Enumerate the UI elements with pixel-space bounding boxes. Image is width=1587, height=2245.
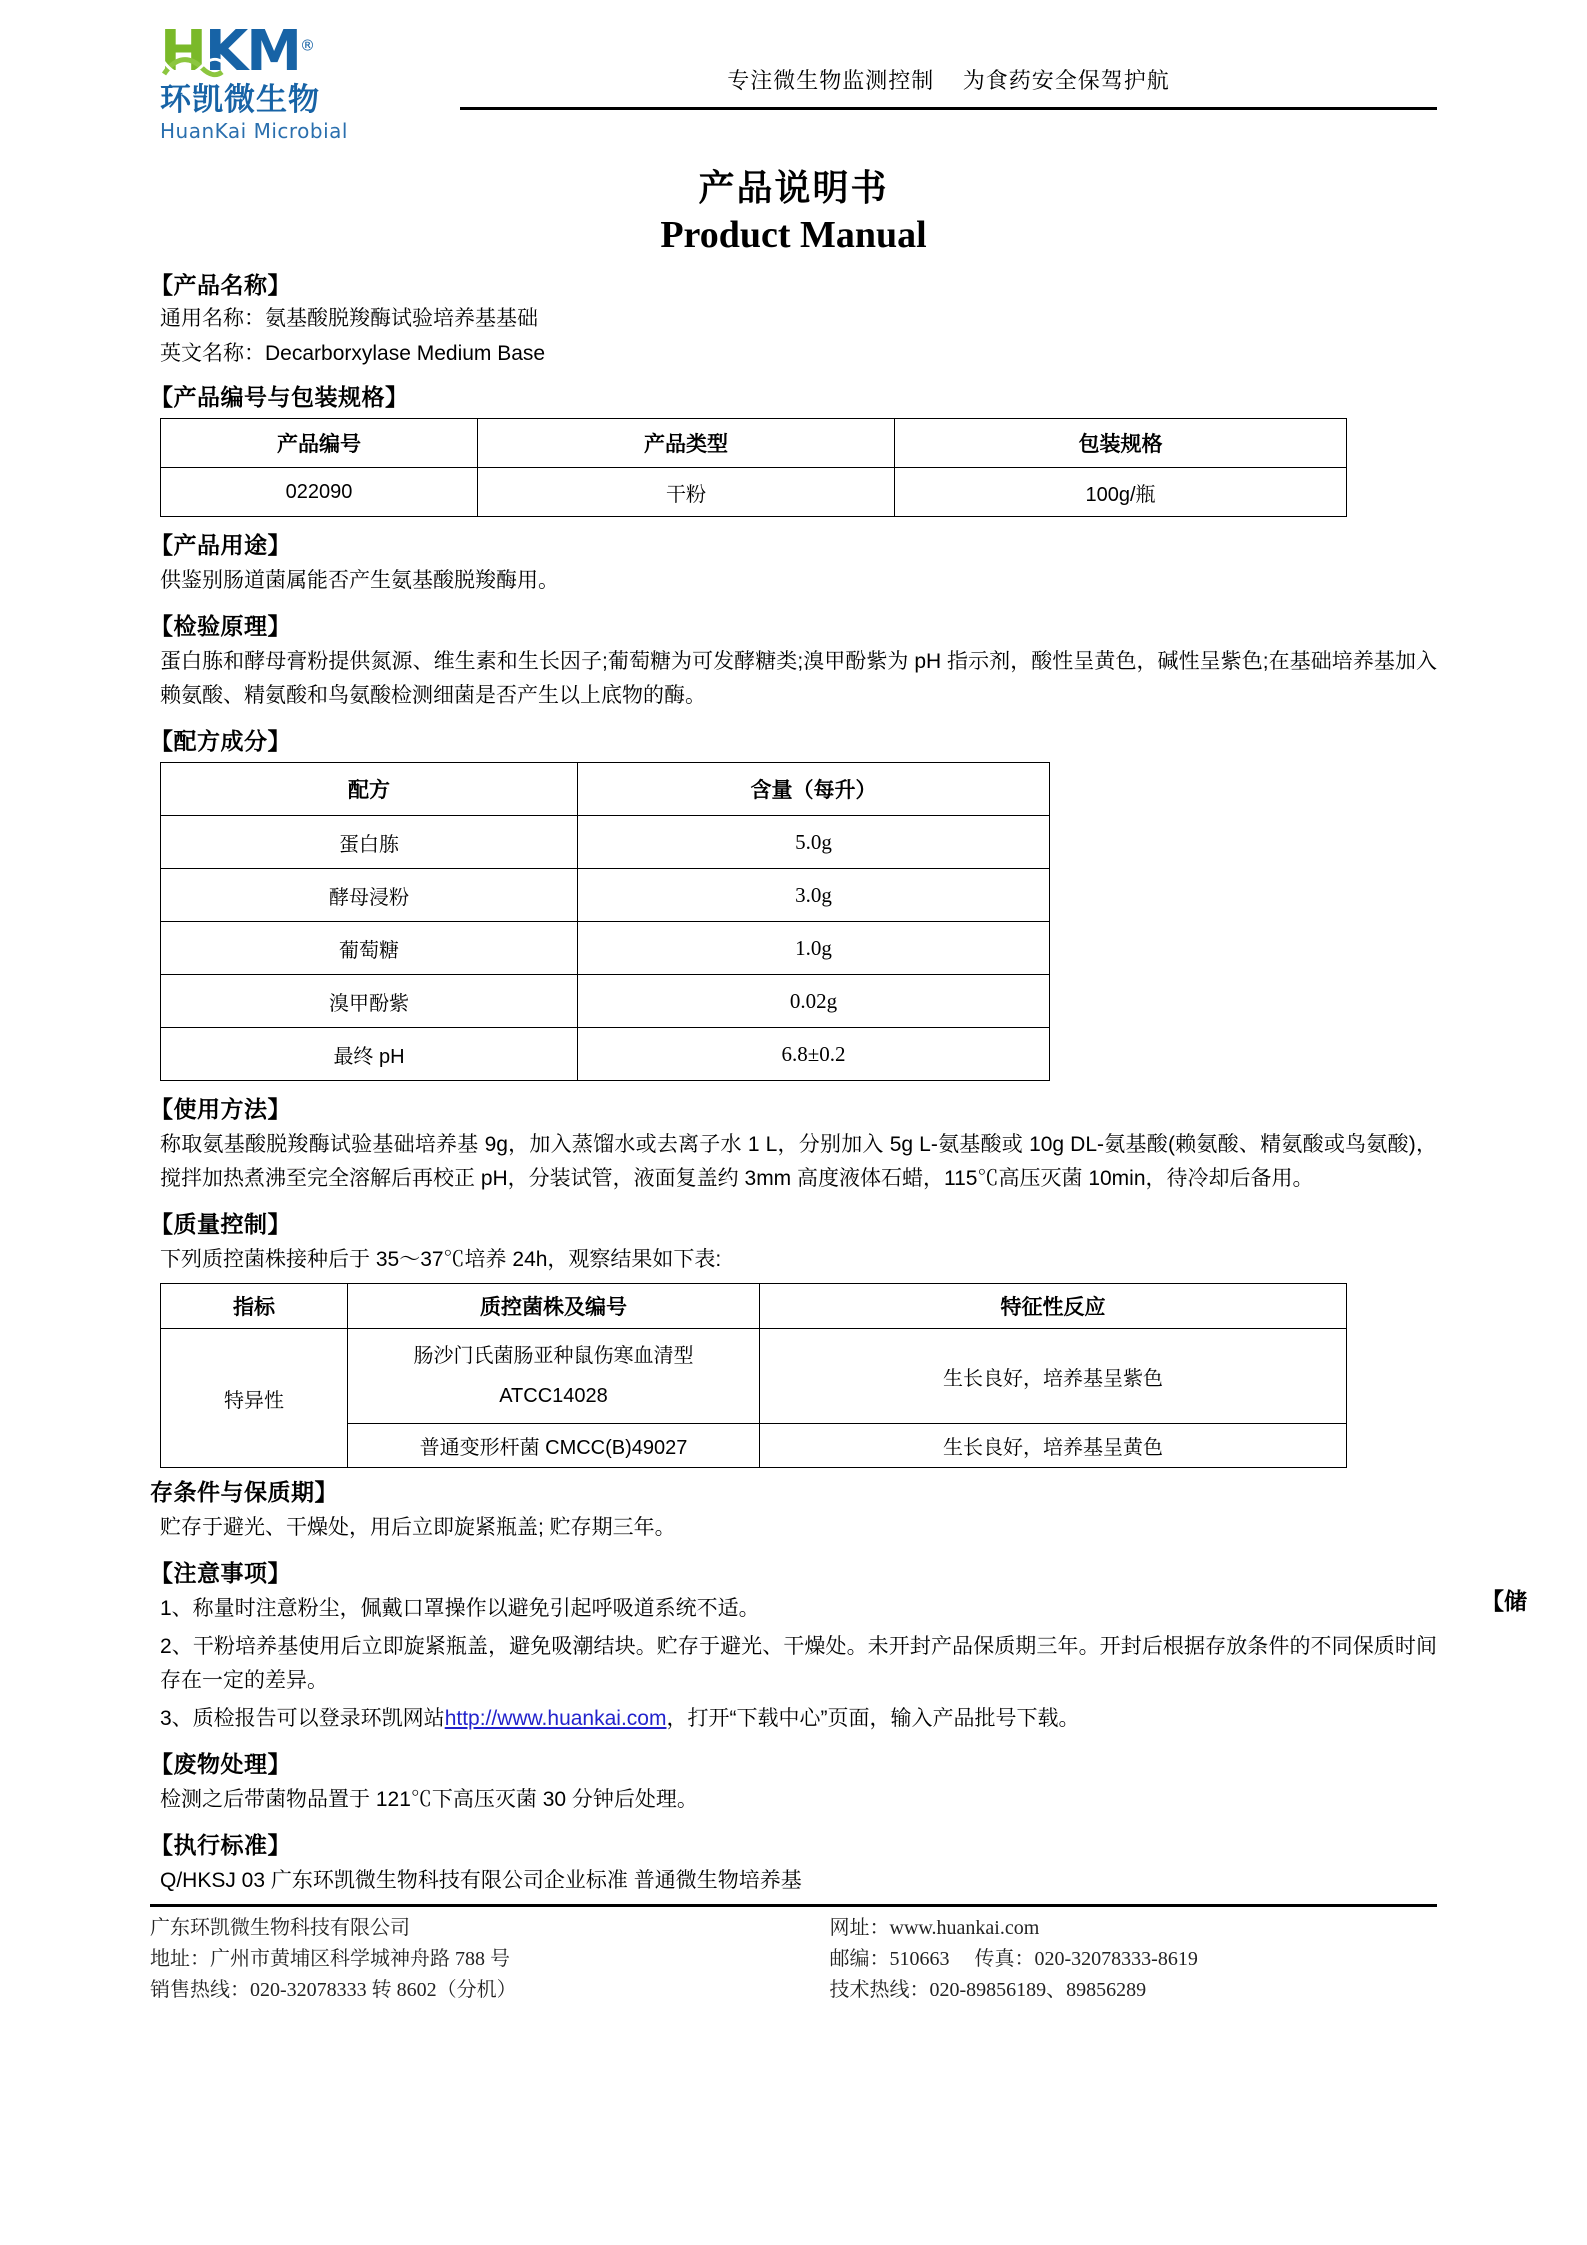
product-common-name-value: 氨基酸脱羧酶试验培养基基础 <box>265 307 538 330</box>
qc-col-reaction: 特征性反应 <box>760 1284 1347 1329</box>
spec-col-product-code: 产品编号 <box>161 419 478 468</box>
footer-address: 地址：广州市黄埔区科学城神舟路 788 号 <box>150 1948 510 1971</box>
standard-text: Q/HKSJ 03 广东环凯微生物科技有限公司企业标准 普通微生物培养基 <box>160 1869 802 1893</box>
footer-left-column <box>150 1913 794 2006</box>
section-heading-quality-control: 【质量控制】 <box>150 1211 291 1238</box>
qc-cell-strain: 普通变形杆菌 CMCC(B)49027 <box>348 1424 760 1468</box>
section-heading-product-name: 【产品名称】 <box>150 272 291 298</box>
footer-postcode-fax: 邮编：510663 传真：020-32078333-8619 <box>829 1948 1198 1971</box>
qc-col-strain: 质控菌株及编号 <box>348 1284 760 1329</box>
spec-cell-product-type: 干粉 <box>478 468 895 517</box>
header-right <box>460 24 1437 110</box>
section-heading-storage-fragment: 【储 <box>1481 1588 1527 1614</box>
formula-cell-name: 蛋白胨 <box>161 816 578 869</box>
footer-tech-hotline: 技术热线：020-89856189、89856289 <box>829 1979 1147 2002</box>
logo-letter-h: H <box>160 19 205 84</box>
logo-english-name: HuanKai Microbial <box>160 118 348 143</box>
spec-col-product-type: 产品类型 <box>478 419 895 468</box>
table-row <box>161 975 1050 1028</box>
qc-cell-strain <box>348 1329 760 1424</box>
quality-control-table <box>160 1283 1347 1468</box>
quality-control-intro: 下列质控菌株接种后于 35～37℃培养 24h，观察结果如下表: <box>160 1248 722 1272</box>
formula-cell-name: 酵母浸粉 <box>161 869 578 922</box>
method-text: 称取氨基酸脱羧酶试验基础培养基 9g，加入蒸馏水或去离子水 1 L，分别加入 5g L-氨基酸或 10g DL-氨基酸(赖氨酸、精氨酸或鸟氨酸)，搅拌加热煮沸至完全溶解后再校正 pH，分装试管，液面复盖约 3mm 高度液体石蜡，115℃高压灭菌 10min，待冷却后备用。 <box>160 1133 1437 1191</box>
footer-right-column <box>794 1913 1474 2006</box>
principle-text: 蛋白胨和酵母膏粉提供氮源、维生素和生长因子;葡萄糖为可发酵糖类;溴甲酚紫为 pH 指示剂，酸性呈黄色，碱性呈紫色;在基础培养基加入赖氨酸、精氨酸和鸟氨酸检测细菌是否产生以上底物的酶。 <box>160 650 1437 708</box>
formula-cell-amount: 1.0g <box>578 922 1050 975</box>
section-heading-principle: 【检验原理】 <box>150 613 291 640</box>
section-heading-waste: 【废物处理】 <box>150 1751 291 1778</box>
section-heading-purpose: 【产品用途】 <box>150 532 291 558</box>
table-header-row <box>161 1284 1347 1329</box>
product-common-name-row <box>160 303 1437 335</box>
qc-strain-line2: ATCC14028 <box>499 1385 608 1408</box>
huankai-website-link[interactable]: http://www.huankai.com <box>444 1707 667 1731</box>
qc-cell-reaction: 生长良好，培养基呈黄色 <box>760 1424 1347 1468</box>
precaution-item-1: 1、称量时注意粉尘，佩戴口罩操作以避免引起呼吸道系统不适。 <box>160 1597 760 1621</box>
formula-col-name: 配方 <box>161 763 578 816</box>
product-common-name-label: 通用名称： <box>160 307 265 330</box>
formula-cell-amount: 3.0g <box>578 869 1050 922</box>
qc-col-indicator: 指标 <box>161 1284 348 1329</box>
spec-cell-package: 100g/瓶 <box>895 468 1347 517</box>
page-title: 产品说明书 <box>698 167 889 208</box>
company-logo <box>150 19 460 143</box>
table-header-row <box>161 419 1347 468</box>
page-footer <box>150 1907 1437 2006</box>
precaution-item-3-prefix: 3、质检报告可以登录环凯网站 <box>160 1707 445 1731</box>
formula-cell-name: 溴甲酚紫 <box>161 975 578 1028</box>
dna-helix-icon <box>162 54 224 80</box>
footer-company-name: 广东环凯微生物科技有限公司 <box>150 1917 410 1940</box>
section-heading-standard: 【执行标准】 <box>150 1832 291 1859</box>
spec-cell-product-code: 022090 <box>161 468 478 517</box>
formula-cell-amount: 6.8±0.2 <box>578 1028 1050 1081</box>
formula-cell-amount: 5.0g <box>578 816 1050 869</box>
logo-letters-km: KM <box>204 19 300 84</box>
logo-chinese-name: 环凯微生物 <box>160 82 320 117</box>
waste-text: 检测之后带菌物品置于 121℃下高压灭菌 30 分钟后处理。 <box>160 1788 698 1812</box>
product-english-name-row <box>160 338 1437 370</box>
qc-cell-indicator: 特异性 <box>161 1329 348 1468</box>
formula-col-amount: 含量（每升） <box>578 763 1050 816</box>
header-divider <box>460 107 1437 110</box>
section-heading-spec: 【产品编号与包装规格】 <box>150 384 409 410</box>
purpose-text: 供鉴别肠道菌属能否产生氨基酸脱羧酶用。 <box>160 569 559 592</box>
table-row <box>161 1028 1050 1081</box>
page-title-english: Product Manual <box>660 214 927 256</box>
page-header <box>150 19 1437 143</box>
table-row <box>161 816 1050 869</box>
logo-wordmark-icon <box>160 19 313 84</box>
qc-cell-reaction: 生长良好，培养基呈紫色 <box>760 1329 1347 1424</box>
section-heading-precautions: 【注意事项】 <box>150 1560 291 1587</box>
table-row <box>161 869 1050 922</box>
formula-cell-amount: 0.02g <box>578 975 1050 1028</box>
precaution-item-3-suffix: ，打开“下载中心”页面，输入产品批号下载。 <box>666 1707 1080 1731</box>
formula-cell-name: 最终 pH <box>161 1028 578 1081</box>
registered-trademark-icon: ® <box>300 36 313 55</box>
qc-strain-line1: 肠沙门氏菌肠亚种鼠伤寒血清型 <box>413 1345 694 1368</box>
formula-cell-name: 葡萄糖 <box>161 922 578 975</box>
formula-table <box>160 762 1050 1081</box>
product-english-name-value: Decarborxylase Medium Base <box>265 341 546 365</box>
company-tagline: 专注微生物监测控制 为食药安全保驾护航 <box>727 68 1170 93</box>
spec-col-package: 包装规格 <box>895 419 1347 468</box>
precaution-item-3 <box>160 1702 1437 1736</box>
section-heading-method: 【使用方法】 <box>150 1096 291 1123</box>
table-header-row <box>161 763 1050 816</box>
section-heading-formula: 【配方成分】 <box>150 728 291 755</box>
table-row <box>161 1329 1347 1424</box>
spec-table <box>160 418 1347 517</box>
product-english-name-label: 英文名称： <box>160 341 265 365</box>
storage-text: 贮存于避光、干燥处，用后立即旋紧瓶盖; 贮存期三年。 <box>160 1516 676 1540</box>
footer-sales-hotline: 销售热线：020-32078333 转 8602（分机） <box>150 1979 517 2002</box>
table-row <box>161 468 1347 517</box>
footer-website: 网址：www.huankai.com <box>829 1917 1040 1940</box>
table-row <box>161 922 1050 975</box>
section-heading-storage: 存条件与保质期】 <box>150 1479 338 1506</box>
precaution-item-2: 2、干粉培养基使用后立即旋紧瓶盖，避免吸潮结块。贮存于避光、干燥处。未开封产品保质期三年。开封后根据存放条件的不同保质时间存在一定的差异。 <box>160 1635 1437 1693</box>
